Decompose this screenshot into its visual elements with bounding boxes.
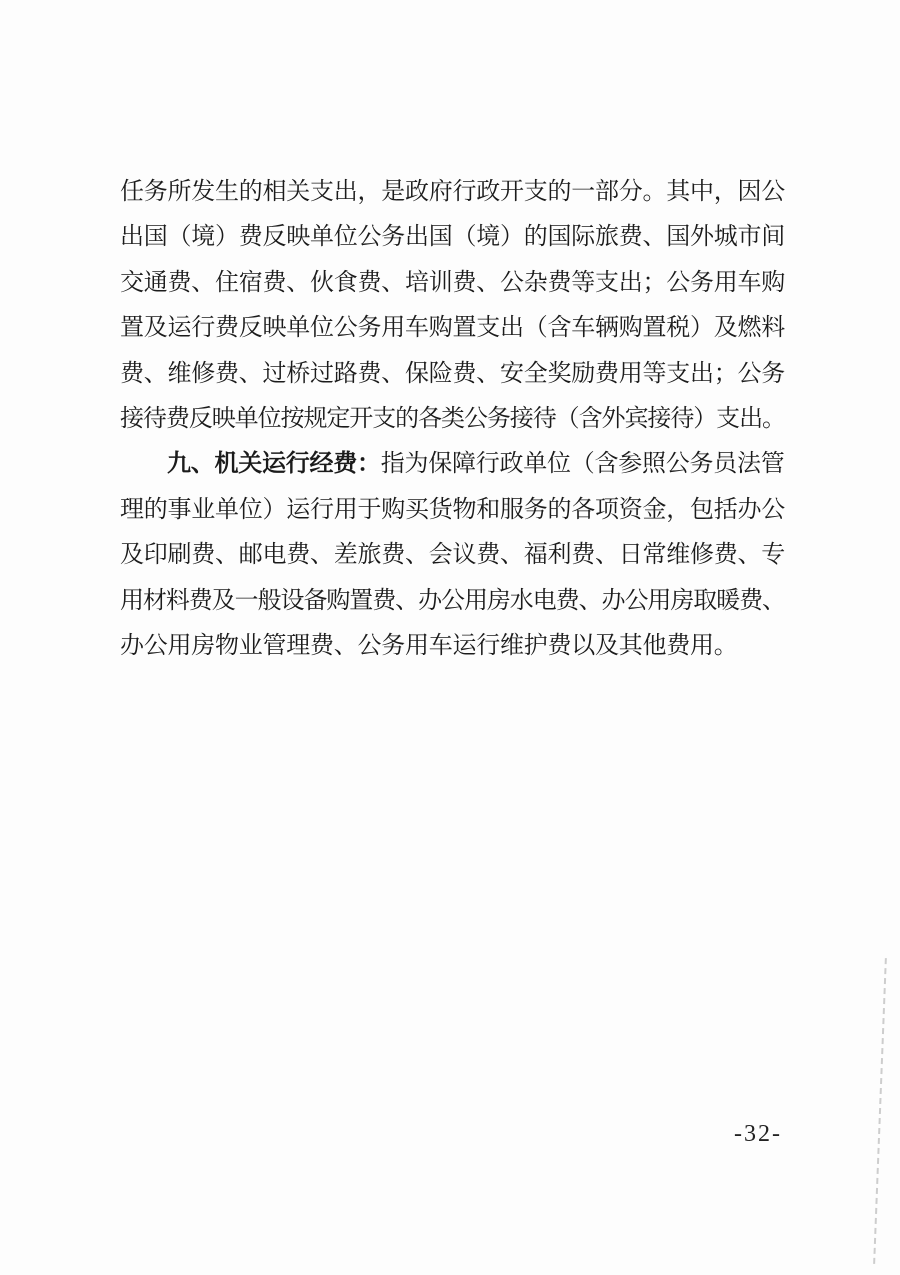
paragraph-line: 用材料费及一般设备购置费、办公用房水电费、办公用房取暖费、 xyxy=(120,587,785,614)
section-heading: 九、机关运行经费： xyxy=(167,451,381,478)
scan-fold-line xyxy=(873,958,887,1264)
page-number: -32- xyxy=(734,1121,782,1147)
paragraph-line xyxy=(120,442,786,487)
paragraph-text: 指为保障行政单位（含参照公务员法管 xyxy=(380,451,785,478)
paragraph-line: 费、维修费、过桥过路费、保险费、安全奖励费用等支出；公务 xyxy=(120,360,785,387)
body-text xyxy=(120,170,786,669)
paragraph-line: 接待费反映单位按规定开支的各类公务接待（含外宾接待）支出。 xyxy=(120,405,785,432)
paragraph-line: 任务所发生的相关支出，是政府行政开支的一部分。其中，因公 xyxy=(120,179,785,205)
paragraph-line: 交通费、住宿费、伙食费、培训费、公杂费等支出；公务用车购 xyxy=(120,269,785,296)
paragraph-line: 理的事业单位）运行用于购买货物和服务的各项资金，包括办公 xyxy=(120,496,785,523)
paragraph-line: 置及运行费反映单位公务用车购置支出（含车辆购置税）及燃料 xyxy=(120,315,785,342)
paragraph-line: 出国（境）费反映单位公务出国（境）的国际旅费、国外城市间 xyxy=(120,224,785,251)
paragraph-line: 及印刷费、邮电费、差旅费、会议费、福利费、日常维修费、专 xyxy=(120,542,785,569)
paragraph-line: 办公用房物业管理费、公务用车运行维护费以及其他费用。 xyxy=(120,632,738,659)
